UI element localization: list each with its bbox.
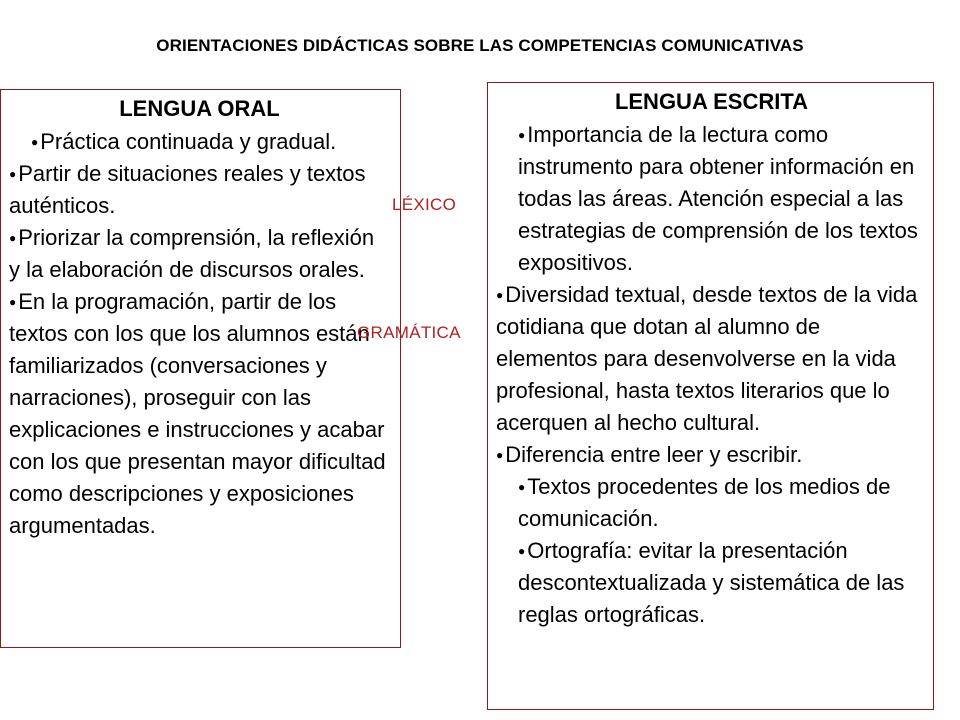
list-item: ●Diversidad textual, desde textos de la vida cotidiana que dotan al alumno de elementos para desenvolverse en la vida profesional, hasta textos literarios que lo acerquen al hecho cultural. bbox=[496, 282, 918, 435]
list-item: ●Priorizar la comprensión, la reflexión y la elaboración de discursos orales. bbox=[9, 225, 375, 282]
page-title: ORIENTACIONES DIDÁCTICAS SOBRE LAS COMPETENCIAS COMUNICATIVAS bbox=[156, 36, 804, 55]
bullet-icon: ● bbox=[496, 288, 504, 302]
bullet-icon: ● bbox=[496, 448, 504, 462]
bullet-icon: ● bbox=[518, 128, 526, 142]
list-item: ●Ortografía: evitar la presentación descontextualizada y sistemática de las reglas ortográficas. bbox=[518, 538, 905, 627]
lengua-oral-heading: LENGUA ORAL bbox=[119, 96, 280, 121]
bullet-icon: ● bbox=[9, 167, 17, 181]
bullet-icon: ● bbox=[9, 295, 17, 309]
bullet-icon: ● bbox=[9, 231, 17, 245]
bullet-icon: ● bbox=[31, 135, 39, 149]
bullet-icon: ● bbox=[518, 544, 526, 558]
list-item: ●Partir de situaciones reales y textos auténticos. bbox=[9, 161, 366, 218]
list-item: ●Importancia de la lectura como instrumento para obtener información en todas las áreas. Atención especial a las estrategias de comprensión de los textos expositivos. bbox=[518, 122, 918, 275]
list-item: ●Textos procedentes de los medios de comunicación. bbox=[518, 474, 891, 531]
lengua-oral-box bbox=[0, 89, 401, 648]
list-item: ●En la programación, partir de los textos con los que los alumnos están familiarizados (conversaciones y narraciones), proseguir con las explicaciones e instrucciones y acabar con los que presentan mayor dificultad como descripciones y exposiciones argumentadas. bbox=[9, 289, 386, 538]
gramatica-label: GRAMÁTICA bbox=[357, 323, 461, 342]
lengua-escrita-box bbox=[487, 82, 934, 710]
list-item: ●Práctica continuada y gradual. bbox=[31, 129, 337, 154]
bullet-icon: ● bbox=[518, 480, 526, 494]
lexico-label: LÉXICO bbox=[392, 195, 457, 214]
list-item: ●Diferencia entre leer y escribir. bbox=[496, 442, 803, 467]
lengua-escrita-heading: LENGUA ESCRITA bbox=[614, 89, 809, 114]
